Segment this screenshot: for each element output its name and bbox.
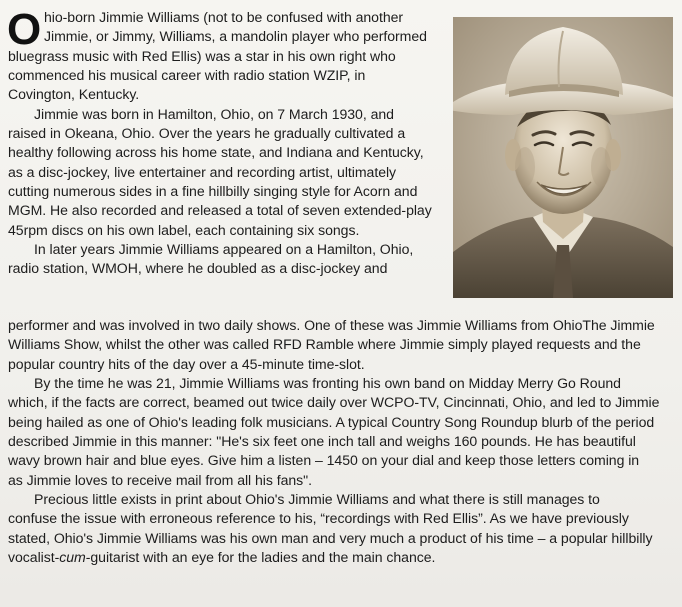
text-line: MGM. He also recorded and released a total of seven extended-play [8, 202, 432, 219]
text-line: which, if the facts are correct, beamed out twice daily over WCPO-TV, Cincinnati, Ohio, and led to Jimmie [8, 394, 660, 411]
text-line: hio-born Jimmie Williams (not to be confused with another [44, 9, 404, 25]
text-line: popular country hits of the day over a 45-minute time-slot. [8, 355, 365, 372]
text-line: bluegrass music with Red Ellis) was a star in his own right who [8, 47, 396, 64]
text-segment: vocalist- [8, 549, 60, 566]
text-line: Williams Show, whilst the other was called RFD Ramble where Jimmie simply played requests and the [8, 336, 641, 353]
text-line: Covington, Kentucky. [8, 86, 140, 103]
text-line-last [8, 548, 672, 567]
text-line: cutting numerous sides in a fine hillbilly singing style for Acorn and [8, 183, 418, 200]
italic-word: cum [59, 549, 86, 566]
paragraph-4 [8, 374, 672, 490]
text-line: commenced his musical career with radio station WZIP, in [8, 67, 366, 84]
text-line: as Jimmie loves to receive mail from all his fans". [8, 471, 312, 488]
paragraph-2 [8, 105, 446, 240]
text-line: 45rpm discs on his own label, each containing six songs. [8, 221, 360, 238]
drop-cap: O [7, 5, 42, 54]
text-line: Precious little exists in print about Ohio's Jimmie Williams and what there is still manages to [34, 491, 600, 508]
text-line: stated, Ohio's Jimmie Williams was his own man and very much a product of his time – a popular hillbilly [8, 529, 653, 546]
portrait-photo [453, 17, 673, 298]
text-line: By the time he was 21, Jimmie Williams was fronting his own band on Midday Merry Go Round [34, 375, 621, 392]
paragraph-1 [7, 5, 446, 105]
article-text-bottom [8, 316, 672, 567]
paragraph-3-top [8, 240, 446, 279]
text-line: performer and was involved in two daily shows. One of these was Jimmie Williams from OhioThe Jimmie [8, 317, 655, 333]
text-segment: -guitarist with an eye for the ladies and the main chance. [85, 549, 436, 566]
text-line: In later years Jimmie Williams appeared on a Hamilton, Ohio, [34, 241, 414, 258]
paragraph-5 [8, 490, 672, 567]
text-line: radio station, WMOH, where he doubled as a disc-jockey and [8, 260, 388, 277]
text-line: confuse the issue with erroneous reference to his, “recordings with Red Ellis”. As we have previously [8, 510, 629, 527]
text-line: described Jimmie in this manner: "He's six feet one inch tall and weighs 160 pounds. He has beautiful [8, 433, 636, 450]
portrait-image [453, 17, 673, 298]
text-line: healthy following across his home state, and Indiana and Kentucky, [8, 144, 424, 161]
text-line: Jimmie was born in Hamilton, Ohio, on 7 March 1930, and [34, 105, 394, 122]
text-line: as a disc-jockey, live entertainer and recording artist, ultimately [8, 163, 397, 180]
text-line: being hailed as one of Ohio's leading folk musicians. A typical Country Song Roundup blurb of the period [8, 413, 655, 430]
text-line: wavy brown hair and blue eyes. Give him a listen – 1450 on your dial and keep those letters coming in [8, 452, 640, 469]
paragraph-3-bottom [8, 316, 672, 374]
article-text-top [7, 5, 446, 279]
text-line: Jimmie, or Jimmy, Williams, a mandolin player who performed [44, 28, 427, 45]
text-line: raised in Okeana, Ohio. Over the years he gradually cultivated a [8, 125, 406, 142]
